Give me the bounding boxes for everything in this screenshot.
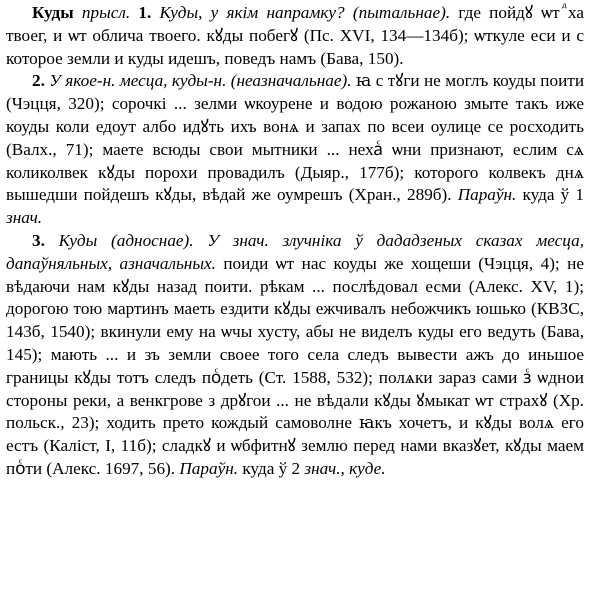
sense-1-number: 1. [138,3,152,22]
sense-3-number: 3. [32,230,45,250]
part-of-speech: прысл. [81,3,131,22]
sense-2-definition: У якое-н. месца, куды-н. (неазначальнае). [49,71,352,91]
sense-3-paragraph [6,230,584,481]
sense-2-number: 2. [32,71,45,91]
sense-2-xref-label: Параўн. [457,185,517,205]
sense-2-paragraph [6,70,584,230]
sense-3-xref-label: Параўн. [179,458,239,478]
sense-2-citations: ꙗ с тꙋги не моглъ коуды поити (Чэцця, 320); сорочкі ... зелми ѡкоурене и водою рожаною змыте такъ иже коуды коли едоут албо идꙋть ихъ вонѧ и запах по всеи оулице се росходить (Валх., 71); маете всюды свои мытники ... нехаⷭ ѡни признают, еслим сѧ коликолвек кꙋды порохи провадилъ (Дыяр., 177б); которого колвекъ днѧ вышедши пойдешъ кꙋды, вѣдай же оумрешъ (Хран., 289б). [6,71,585,205]
sense-3-xref-text: куда ў 2 [242,458,305,478]
sense-2-xref-text: куда ў 1 [522,185,584,205]
sense-1-definition: Куды, у якім напрамку? (пытальнае). [159,3,451,22]
sense-1-citations: где пойдꙋ ѡт ⷣха твоег, и ѡт облича твоего. кꙋды побегꙋ (Пс. XVI, 134—134б); ѡткуле еси и с которое земли и куды идешъ, поведъ намъ (Бава, 150). [6,3,584,68]
sense-3-xref-sense: знач., куде. [304,458,386,478]
sense-3-citations: поиди ѡт нас коуды же хощеши (Чэцця, 4); не вѣдаючи нам кꙋды назад поити. рѣкам ... послѣдовал есми (Алекс. XV, 1); дорогою тою мартинъ маеть ездити кꙋды ежчивалъ небожчикъ юшько (КВЗС, 143б, 1540); вкинули ему на ѡчы хусту, абы не виделъ куды его ведуть (Бава, 145); мають ... и зъ земли своее того села следъ вывести ажъ до иньшое границы кꙋды тотъ следъ поⷭдеть (Ст. 1588, 532); полѧки зараз сами зⷭ ѡднои стороны реки, а венкгрове з дрꙋгои ... не вѣдали кꙋды ꙋмыкат ѡт страхꙋ (Хр. польск., 23); ходить прето кождый самоволне ꙗкъ хочетъ, и кꙋды волѧ его естъ (Каліст, I, 11б); сладкꙋ и ѡбфитнꙋ землю перед нами вказꙋет, кꙋды маем поⷭти (Алекс. 1697, 56). [6,253,584,478]
sense-2-xref-sense: знач. [6,208,43,228]
sense-1-paragraph [6,2,584,70]
headword: Куды [32,3,74,22]
sense-3-definition: Куды (адноснае). У знач. злучніка ў дададзеных сказах месца, дапаўняльных, азначальных. [6,230,584,273]
